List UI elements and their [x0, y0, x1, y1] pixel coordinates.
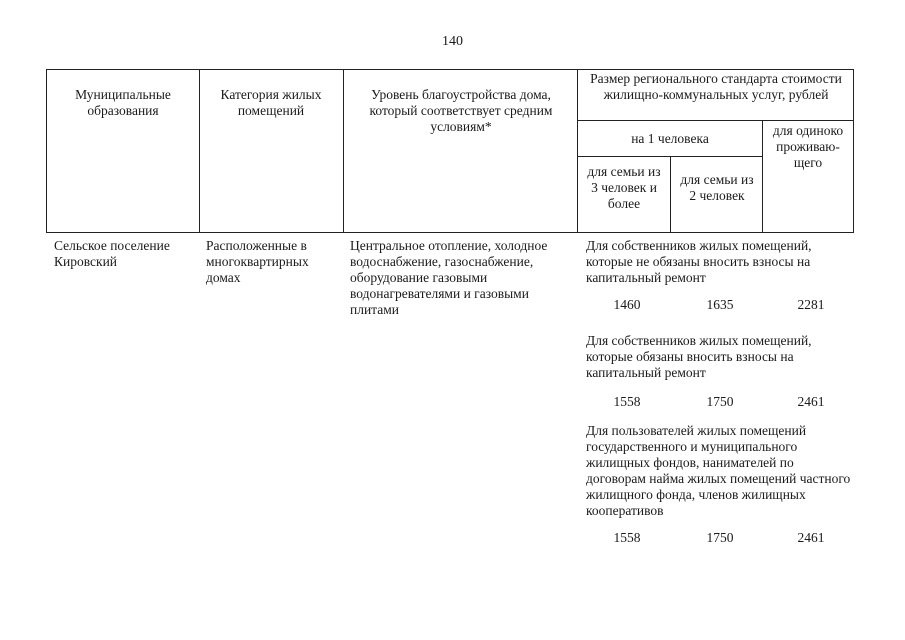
header-category: Категория жилых помещений: [220, 87, 322, 118]
group-label-3: Для пользователей жилых помещений государственного и муниципального жилищных фондов, нанимателей по договорам найма жилых помещений частного жилищного фонда, членов жилищных кооперативов: [586, 423, 851, 518]
page-number: 140: [442, 34, 463, 49]
header-family3: для семьи из 3 человек и более: [587, 164, 661, 211]
header-divider-5: [670, 156, 671, 233]
group-2-family3: 1558: [613, 394, 641, 409]
header-municipality: Муниципальные образования: [75, 87, 171, 118]
header-top-border: [46, 69, 854, 70]
header-single: для одиноко проживаю-щего: [772, 123, 844, 170]
row-category: Расположенные в многоквартирных домах: [206, 238, 309, 285]
header-family2: для семьи из 2 человек: [680, 172, 754, 203]
group-3-family2: 1750: [706, 530, 734, 545]
header-divider-1: [199, 69, 200, 233]
header-bottom-border: [46, 232, 854, 233]
header-left-border: [46, 69, 47, 233]
header-divider-4: [762, 120, 763, 233]
group-3-family3: 1558: [613, 530, 641, 545]
row-level: Центральное отопление, холодное водоснабжение, газоснабжение, оборудование газовыми водонагревателями и газовыми плитами: [350, 238, 548, 317]
header-per-person: на 1 человека: [631, 131, 709, 146]
group-1-single: 2281: [797, 297, 825, 312]
row-municipality: Сельское поселение Кировский: [54, 238, 170, 269]
header-standard: Размер регионального стандарта стоимости жилищно-коммунальных услуг, рублей: [590, 71, 842, 102]
group-3-single: 2461: [797, 530, 825, 545]
group-2-family2: 1750: [706, 394, 734, 409]
group-1-family2: 1635: [706, 297, 734, 312]
header-right-border: [853, 69, 854, 233]
header-divider-3: [577, 69, 578, 233]
group-1-family3: 1460: [613, 297, 641, 312]
header-divider-2: [343, 69, 344, 233]
group-label-2: Для собственников жилых помещений, которые обязаны вносить взносы на капитальный ремонт: [586, 333, 812, 380]
header-level: Уровень благоустройства дома, который соответствует средним условиям*: [369, 87, 553, 134]
header-sub-border-1: [577, 120, 854, 121]
group-2-single: 2461: [797, 394, 825, 409]
group-label-1: Для собственников жилых помещений, которые не обязаны вносить взносы на капитальный ремонт: [586, 238, 812, 285]
